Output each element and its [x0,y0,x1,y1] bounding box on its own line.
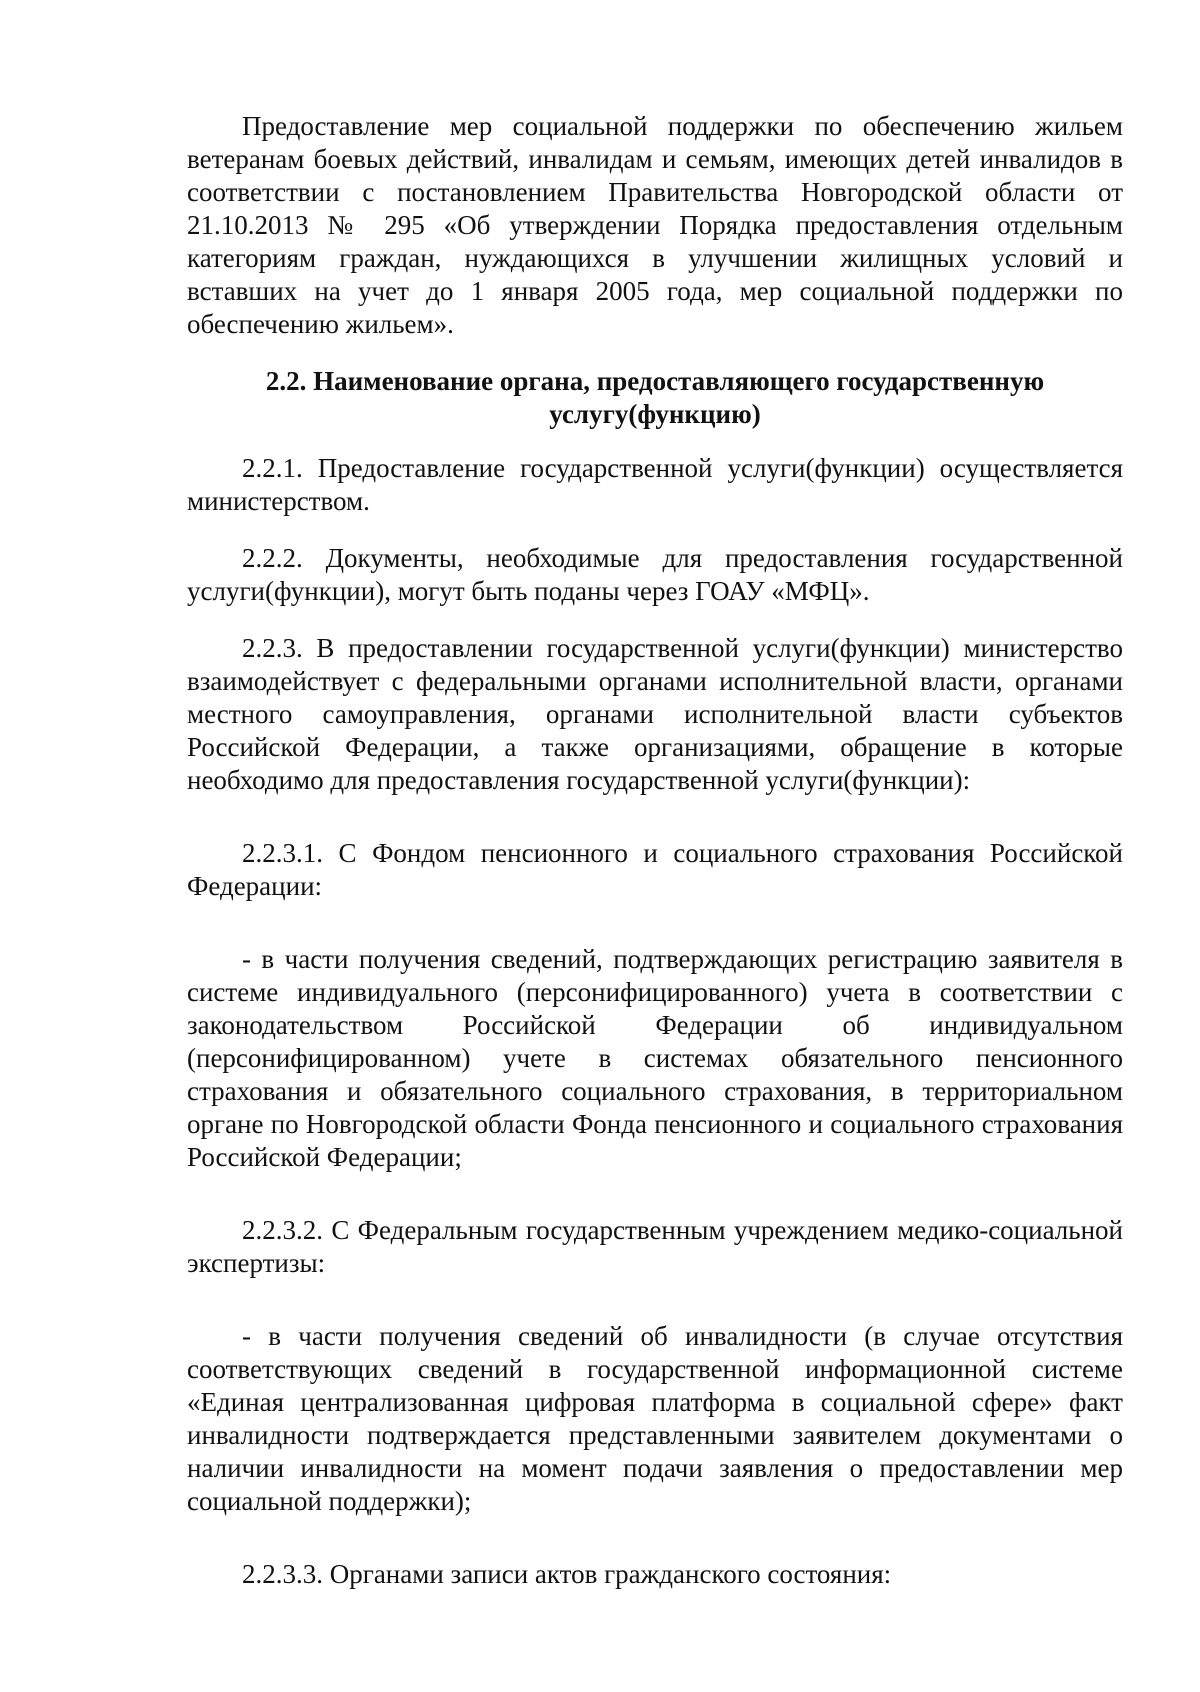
paragraph-2-2-1: 2.2.1. Предоставление государственной услуги(функции) осуществляется министерством. [187,453,1123,516]
section-heading [187,365,1123,431]
paragraph-2-2-3-1: 2.2.3.1. С Фондом пенсионного и социального страхования Российской Федерации: [187,838,1123,901]
section-heading-line-1: 2.2. Наименование органа, предоставляющего государственную [265,366,1045,396]
paragraph-2-2-3: 2.2.3. В предоставлении государственной услуги(функции) министерство взаимодействует с федеральными органами исполнительной власти, органами местного самоуправления, органами исполнительной власти субъектов Российской Федерации, а также организациями, обращение в которые необходимо для предоставления государственной услуги(функции): [187,633,1123,795]
intro-paragraph: Предоставление мер социальной поддержки по обеспечению жильем ветеранам боевых действий, инвалидам и семьям, имеющих детей инвалидов в соответствии с постановлением Правительства Новгородской области от 21.10.2013 № 295 «Об утверждении Порядка предоставления отдельным категориям граждан, нуждающихся в улучшении жилищных условий и вставших на учет до 1 января 2005 года, мер социальной поддержки по обеспечению жильем». [187,111,1123,339]
paragraph-2-2-3-2: 2.2.3.2. С Федеральным государственным учреждением медико-социальной экспертизы: [187,1215,1123,1278]
paragraph-disability-details: - в части получения сведений об инвалидности (в случае отсутствия соответствующих сведений в государственной информационной системе «Единая централизованная цифровая платформа в социальной сфере» факт инвалидности подтверждается представленными заявителем документами о наличии инвалидности на момент подачи заявления о предоставлении мер социальной поддержки); [187,1321,1123,1516]
document-page [187,110,1123,1615]
paragraph-pension-fund-details: - в части получения сведений, подтверждающих регистрацию заявителя в системе индивидуального (персонифицированного) учета в соответствии с законодательством Российской Федерации об индивидуальном (персонифицированном) учете в системах обязательного пенсионного страхования и обязательного социального страхования, в территориальном органе по Новгородской области Фонда пенсионного и социального страхования Российской Федерации; [187,944,1123,1172]
paragraph-2-2-2: 2.2.2. Документы, необходимые для предоставления государственной услуги(функции), могут быть поданы через ГОАУ «МФЦ». [187,543,1123,606]
paragraph-2-2-3-3: 2.2.3.3. Органами записи актов гражданского состояния: [242,1559,892,1589]
section-heading-line-2: услугу(функцию) [549,399,761,429]
